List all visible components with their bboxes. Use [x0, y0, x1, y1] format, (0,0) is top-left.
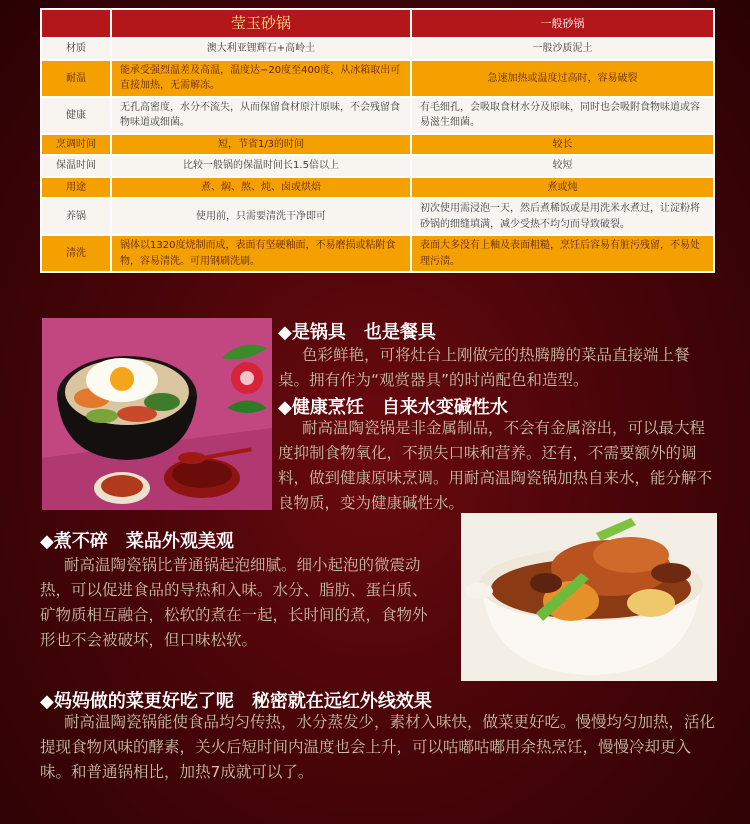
cell-ordinary: 急速加热或温度过高时，容易破裂	[411, 60, 714, 97]
casserole-image	[461, 513, 717, 681]
bibimbap-illustration	[42, 318, 272, 510]
header-ordinary-casserole: 一般砂锅	[411, 9, 714, 38]
section-body-intact-food: 耐高温陶瓷锅比普通锅起泡细腻。细小起泡的微震动热，可以促进食品的导热和入味。水分、脂肪、蛋白质、矿物质相互融合，松软的煮在一起，长时间的煮，食物外形也不会被破坏，但口味松软。	[40, 556, 428, 649]
casserole-illustration	[461, 513, 717, 681]
section-title-far-infrared: ◆妈妈做的菜更好吃了呢 秘密就在远红外线效果	[40, 691, 432, 712]
section-body-tableware: 色彩鲜艳，可将灶台上刚做完的热腾腾的菜品直接端上餐桌。拥有作为“观赏器具”的时尚配色和造型。	[278, 346, 690, 389]
cell-ordinary: 煮或炖	[411, 177, 714, 199]
row-label: 烹调时间	[41, 134, 111, 156]
row-label: 清洗	[41, 235, 111, 272]
cell-yingyu: 使用前，只需要清洗干净即可	[111, 198, 411, 235]
row-label: 养锅	[41, 198, 111, 235]
row-label: 材质	[41, 38, 111, 60]
cell-yingyu: 澳大利亚锂辉石+高岭土	[111, 38, 411, 60]
table-row	[41, 235, 714, 272]
cell-ordinary: 有毛细孔，会吸取食材水分及原味，同时也会吸附食物味道或容易滋生细菌。	[411, 97, 714, 134]
table-row	[41, 177, 714, 199]
cell-yingyu: 比较一般锅的保温时间长1.5倍以上	[111, 155, 411, 177]
table-row	[41, 134, 714, 156]
header-yingyu-casserole: 莹玉砂锅	[111, 9, 411, 38]
row-label: 用途	[41, 177, 111, 199]
header-blank	[41, 9, 111, 38]
section-title-healthy-cooking: ◆健康烹饪 自来水变碱性水	[278, 397, 508, 418]
row-label: 健康	[41, 97, 111, 134]
table-body	[41, 38, 714, 272]
table-header-row	[41, 9, 714, 38]
row-label: 保温时间	[41, 155, 111, 177]
cell-yingyu: 无孔高密度，水分不流失，从而保留食材原汁原味，不会残留食物味道或细菌。	[111, 97, 411, 134]
section-title-tableware: ◆是锅具 也是餐具	[278, 322, 436, 343]
cell-yingyu: 锅体以1320度烧制而成，表面有坚硬釉面，不易磨损或粘附食物，容易清洗。可用钢刷洗刷。	[111, 235, 411, 272]
section-title-intact-food: ◆煮不碎 菜品外观美观	[40, 531, 234, 552]
bibimbap-image	[42, 318, 272, 510]
cell-ordinary: 初次使用需浸泡一天，然后煮稀饭或是用洗米水煮过，让淀粉将砂锅的细缝填满，减少受热不均匀而导致破裂。	[411, 198, 714, 235]
cell-ordinary: 较长	[411, 134, 714, 156]
cell-yingyu: 煮、焖、熬、炖、卤或烘焙	[111, 177, 411, 199]
table-row	[41, 60, 714, 97]
cell-ordinary: 一般沙质泥土	[411, 38, 714, 60]
table-row	[41, 155, 714, 177]
section-body-far-infrared: 耐高温陶瓷锅能使食品均匀传热，水分蒸发少，素材入味快，做菜更好吃。慢慢均匀加热，活化提现食物风味的酵素，关火后短时间内温度也会上升，可以咕嘟咕嘟用余热烹饪，慢慢冷却更入味。和普通锅相比，加热7成就可以了。	[40, 713, 716, 781]
cell-ordinary: 表面大多没有上釉及表面粗糙，烹饪后容易有脏污残留，不易处理污渍。	[411, 235, 714, 272]
section-body-healthy-cooking: 耐高温陶瓷锅是非金属制品，不会有金属溶出，可以最大程度抑制食物氧化，不损失口味和营养。还有，不需要额外的调料，做到健康原味烹调。用耐高温陶瓷锅加热自来水，能分解不良物质，变为健康碱性水。	[278, 419, 713, 512]
row-label: 耐温	[41, 60, 111, 97]
cell-yingyu: 短，节省1/3的时间	[111, 134, 411, 156]
comparison-table	[40, 8, 715, 273]
table-row	[41, 198, 714, 235]
cell-yingyu: 能承受强烈温差及高温，温度达−20度至400度，从冰箱取出可直接加热，无需解冻。	[111, 60, 411, 97]
table-row	[41, 97, 714, 134]
cell-ordinary: 较短	[411, 155, 714, 177]
table-row	[41, 38, 714, 60]
